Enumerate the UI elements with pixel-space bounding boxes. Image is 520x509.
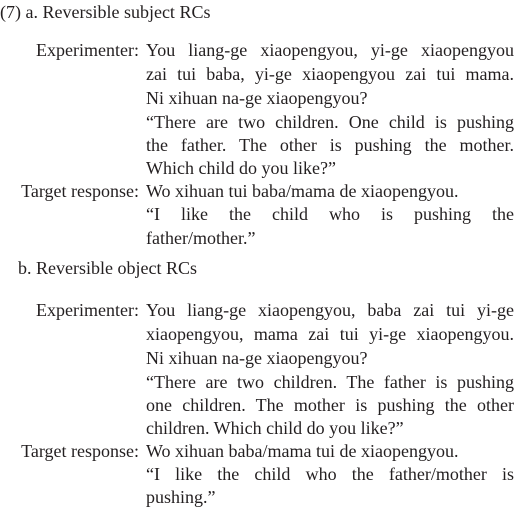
- example-b-target-translation: pushing.”: [146, 487, 216, 507]
- example-a-experimenter-label: Experimenter:: [36, 40, 139, 60]
- example-a-experimenter-translation: the father. The other is pushing the mother.: [146, 135, 514, 155]
- example-b-target-line: Wo xihuan baba/mama tui de xiaopengyou.: [146, 441, 459, 461]
- example-a-experimenter-line: You liang-ge xiaopengyou, yi-ge xiaopengyou: [146, 40, 514, 60]
- example-a-target-label: Target response:: [21, 181, 139, 201]
- example-a-experimenter-translation: “There are two children. One child is pushing: [146, 112, 514, 132]
- example-b-target-translation: “I like the child who the father/mother is: [146, 464, 514, 484]
- example-a-experimenter-line: Ni xihuan na-ge xiaopengyou?: [146, 88, 368, 108]
- example-b-experimenter-label: Experimenter:: [36, 300, 139, 320]
- example-a-target-line: Wo xihuan tui baba/mama de xiaopengyou.: [146, 181, 459, 201]
- example-b-experimenter-translation: “There are two children. The father is pushing: [146, 372, 514, 392]
- example-b-experimenter-line: You liang-ge xiaopengyou, baba zai tui yi-ge: [146, 300, 514, 320]
- example-b-experimenter-line: xiaopengyou, mama zai tui yi-ge xiaopengyou.: [146, 324, 514, 344]
- example-a-experimenter-line: zai tui baba, yi-ge xiaopengyou zai tui mama.: [146, 64, 514, 84]
- example-b-experimenter-line: Ni xihuan na-ge xiaopengyou?: [146, 348, 368, 368]
- example-a-target-translation: “I like the child who is pushing the: [146, 204, 514, 224]
- example-b-target-label: Target response:: [21, 441, 139, 461]
- example-a-heading: (7) a. Reversible subject RCs: [0, 2, 211, 22]
- example-b-heading: b. Reversible object RCs: [18, 258, 197, 278]
- example-a-experimenter-translation: Which child do you like?”: [146, 158, 336, 178]
- example-a-target-translation: father/mother.”: [146, 228, 256, 248]
- example-b-experimenter-translation: children. Which child do you like?”: [146, 418, 404, 438]
- example-b-experimenter-translation: one children. The mother is pushing the other: [146, 395, 514, 415]
